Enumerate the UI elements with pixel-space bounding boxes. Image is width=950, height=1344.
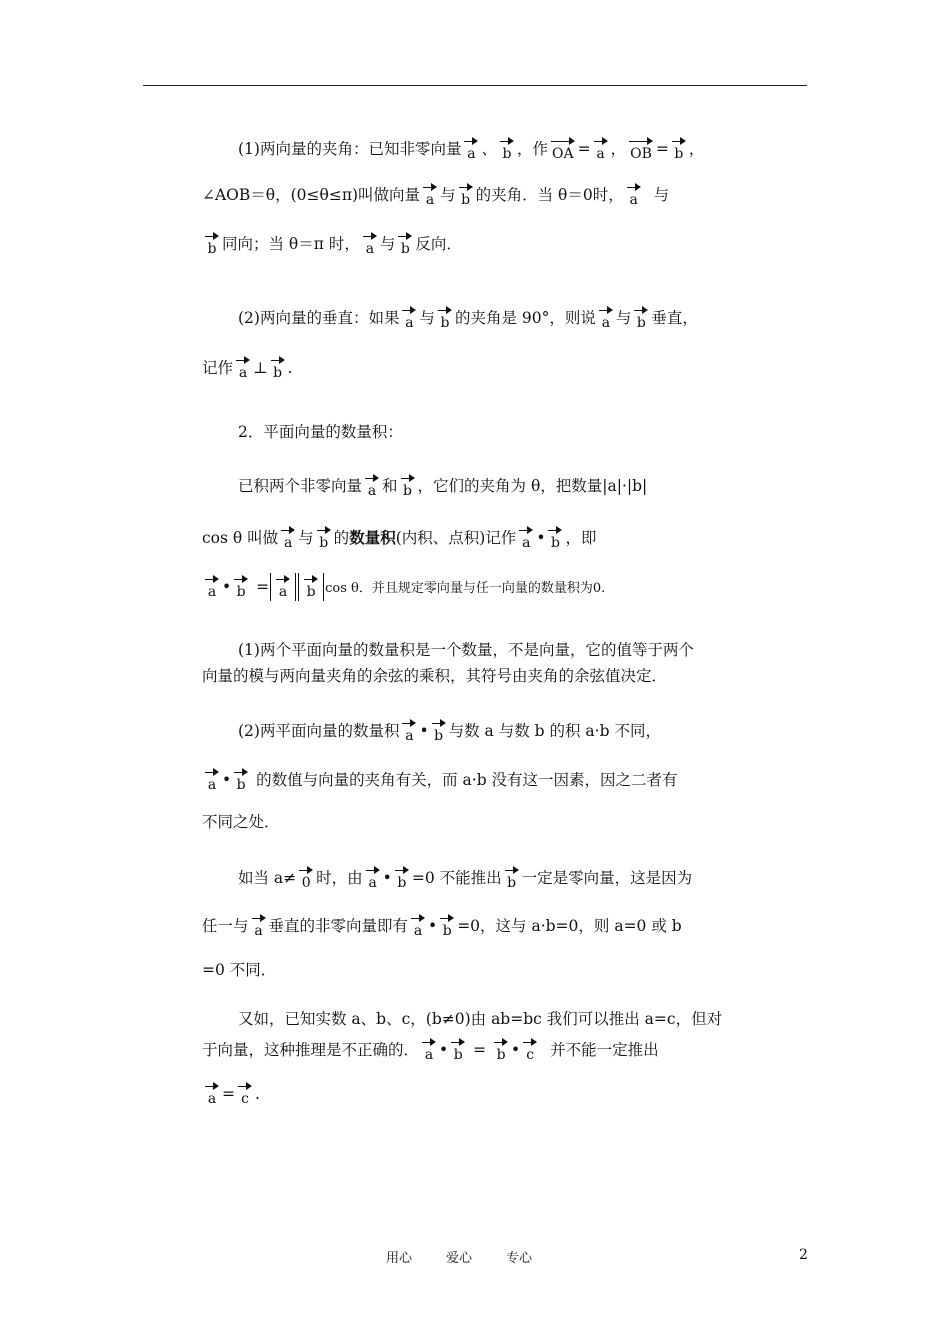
vector-a: a [599, 305, 613, 331]
p7-line3: a = c . [202, 1080, 260, 1108]
vector-a: a [205, 767, 219, 793]
vector-a: a [402, 718, 416, 744]
vector-a: a [422, 1037, 436, 1063]
footer-right: 专心 [506, 1251, 533, 1266]
p1-line1: (1)两向量的夹角：已知非零向量 a 、 b ，作 OA = a ， OB = b ， [238, 135, 704, 163]
vector-a: a [363, 231, 377, 257]
vector-a: a [423, 182, 437, 208]
vector-a: a [205, 574, 219, 600]
vector-b: b [395, 865, 409, 891]
header-rule [143, 85, 807, 86]
vector-b: b [500, 136, 514, 162]
footer-mid: 爱心 [446, 1251, 473, 1266]
vector-b: b [317, 525, 331, 551]
vector-b: b [440, 913, 454, 939]
vector-b: b [548, 525, 562, 551]
p7-line1: 又如，已知实数 a、b、c，(b≠0)由 ab=bc 我们可以推出 a=c，但对 [238, 1010, 723, 1028]
vector-b: b [634, 305, 648, 331]
vector-b: b [451, 1037, 465, 1063]
section-heading: 2．平面向量的数量积： [238, 423, 403, 441]
abs-a [270, 573, 296, 601]
vector-b: b [438, 305, 452, 331]
vector-a: a [205, 1081, 219, 1107]
vector-a: a [236, 355, 250, 381]
vector-b: b [459, 182, 473, 208]
vector-a: a [627, 182, 641, 208]
vector-b: b [432, 718, 446, 744]
p3-line2: cos θ 叫做 a 与 b 的数量积(内积、点积)记作 a • b ，即 [202, 524, 596, 552]
vector-a: a [276, 574, 290, 600]
footer-left: 用心 [386, 1251, 413, 1266]
vector-OA: OA [551, 136, 575, 162]
vector-b: b [234, 574, 248, 600]
vector-c: c [523, 1037, 537, 1063]
p1-line3: b 同向；当 θ＝π 时， a 与 b 反向． [202, 230, 462, 258]
p7-line2: 于向量，这种推理是不正确的． a • b = b • c 并不能一定推出 [202, 1036, 659, 1064]
p5-line2: a • b 的数值与向量的夹角有关，而 a·b 没有这一因素，因之二者有 [202, 766, 678, 794]
vector-zero: 0 [299, 865, 313, 891]
vector-a: a [281, 525, 295, 551]
vector-a: a [365, 473, 379, 499]
p3-line3: a • b = a b cos θ．并且规定零向量与任一向量的数量积为0. [202, 573, 605, 601]
vector-b: b [672, 136, 686, 162]
vector-b: b [401, 473, 415, 499]
p6-line3: =0 不同． [202, 961, 277, 979]
p4-line2: 向量的模与两向量夹角的余弦的乘积，其符号由夹角的余弦值决定． [202, 667, 668, 685]
vector-b: b [398, 231, 412, 257]
abs-b [298, 573, 324, 601]
p1-line2: ∠AOB＝θ，(0≤θ≤π)叫做向量 a 与 b 的夹角．当 θ＝0时， a 与 [202, 181, 669, 209]
page-number: 2 [799, 1247, 808, 1263]
vector-a: a [411, 913, 425, 939]
vector-a: a [402, 305, 416, 331]
vector-a: a [366, 865, 380, 891]
vector-a: a [519, 525, 533, 551]
vector-a: a [464, 136, 478, 162]
p6-line1: 如当 a≠ 0 时，由 a • b =0 不能推出 b 一定是零向量，这是因为 [238, 864, 692, 892]
p3-line1: 已积两个非零向量 a 和 b ，它们的夹角为 θ，把数量|a|·|b| [238, 472, 647, 500]
p4-line1: (1)两个平面向量的数量积是一个数量，不是向量，它的值等于两个 [238, 641, 694, 659]
vector-b: b [304, 574, 318, 600]
p5-line3: 不同之处． [202, 813, 280, 831]
vector-a: a [252, 913, 266, 939]
vector-OB: OB [629, 136, 653, 162]
p5-line1: (2)两平面向量的数量积 a • b 与数 a 与数 b 的积 a·b 不同， [238, 717, 661, 745]
vector-b: b [271, 355, 285, 381]
vector-c: c [238, 1081, 252, 1107]
p6-line2: 任一与 a 垂直的非零向量即有 a • b =0，这与 a·b=0，则 a=0 或 b [202, 912, 682, 940]
vector-b: b [505, 865, 519, 891]
vector-b: b [234, 767, 248, 793]
vector-a: a [594, 136, 608, 162]
p2-line1: (2)两向量的垂直：如果 a 与 b 的夹角是 90°，则说 a 与 b 垂直， [238, 304, 698, 332]
vector-b: b [205, 231, 219, 257]
vector-b: b [494, 1037, 508, 1063]
p2-line2: 记作 a ⊥ b . [202, 354, 293, 382]
